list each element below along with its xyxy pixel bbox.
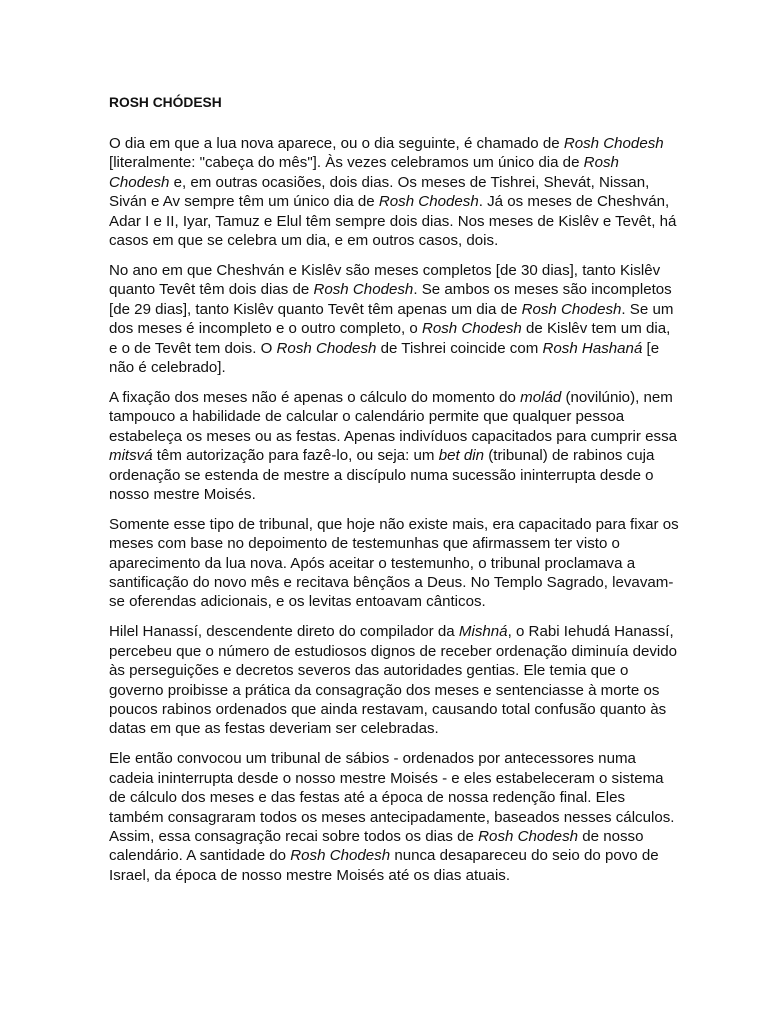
italic-term: Rosh Chodesh [109, 154, 619, 191]
text-run: de Tishrei coincide com [376, 339, 543, 357]
text-run: de Kislêv tem um dia, e o de Tevêt tem dois. O [109, 320, 671, 357]
text-run: No ano em que Cheshván e Kislêv são meses completos [de 30 dias], tanto Kislêv quanto Tevêt têm dois dias de [109, 261, 661, 299]
italic-term: Rosh Chodesh [313, 281, 414, 299]
italic-term: Rosh Chodesh [563, 135, 664, 152]
italic-term: Rosh Chodesh [478, 827, 579, 845]
text-run: . Se ambos os meses são incompletos [de 29 dias], tanto Kislêv quanto Tevêt têm apenas um dia de [109, 281, 672, 318]
text-run: nunca desapareceu do seio do povo de Israel, da época de nosso mestre Moisés até os dias atuais. [109, 847, 659, 884]
italic-term: molád [520, 388, 562, 406]
italic-term: Mishná [458, 623, 508, 641]
text-run: Hilel Hanassí, descendente direto do compilador da [109, 623, 459, 641]
paragraph-1 [109, 134, 681, 250]
paragraph-6 [109, 749, 681, 885]
italic-term: bet din [438, 447, 485, 465]
text-run: e, em outras ocasiões, dois dias. Os meses de Tishrei, Shevát, Nissan, Siván e Av sempre têm um único dia de [109, 173, 650, 211]
italic-term: Rosh Chodesh [521, 300, 622, 318]
text-run: têm autorização para fazê-lo, ou seja: um [152, 447, 439, 465]
text-run: , o Rabi Iehudá Hanassí, percebeu que o número de estudiosos dignos de receber ordenação diminuía devido às perseguições e decretos severos das autoridades gentias. Ele temia que o governo proibisse a prática da consagração dos meses e sentenciasse à morte os poucos rabinos ordenados que ainda restavam, causando total confusão quanto às datas em que as festas deveriam ser celebradas. [109, 623, 678, 738]
text-run: . Já os meses de Cheshván, Adar I e II, Iyar, Tamuz e Elul têm sempre dois dias. Nos meses de Kislêv e Tevêt, há casos em que se celebra um dia, e em outros casos, dois. [109, 193, 677, 250]
document-page [109, 94, 681, 896]
text-run: Ele então convocou um tribunal de sábios - ordenados por antecessores numa cadeia ininterrupta desde o nosso mestre Moisés - e eles estabeleceram o sistema de cálculo dos meses e das festas até a época de nossa redenção final. Eles também consagraram todos os meses antecipadamente, baseados nesses cálculos. Assim, essa consagração recai sobre todos os dias de [109, 750, 675, 845]
text-run: [literalmente: "cabeça do mês"]. Às vezes celebramos um único dia de [109, 154, 584, 172]
paragraph-5 [109, 622, 681, 738]
text-run: (tribunal) de rabinos cuja ordenação se estenda de mestre a discípulo numa sucessão ininterrupta desde o nosso mestre Moisés. [109, 447, 655, 503]
text-run: (novilúnio), nem tampouco a habilidade de calcular o calendário permite que qualquer pessoa estabeleça os meses ou as festas. Apenas indivíduos capacitados para cumprir essa [109, 388, 678, 445]
document-title: ROSH CHÓDESH [109, 95, 222, 110]
paragraph-3 [109, 388, 681, 504]
text-run: . Se um dos meses é incompleto e o outro completo, o [109, 300, 674, 338]
text-run: de nosso calendário. A santidade do [109, 827, 644, 865]
text-run: [e não é celebrado]. [109, 339, 660, 376]
paragraph-4 [109, 515, 681, 612]
italic-term: Rosh Chodesh [421, 320, 522, 338]
paragraph-2 [109, 261, 681, 377]
text-run: O dia em que a lua nova aparece, ou o dia seguinte, é chamado de [109, 135, 564, 152]
italic-term: Rosh Chodesh [290, 847, 391, 865]
italic-term: Rosh Chodesh [378, 193, 479, 211]
italic-term: Rosh Chodesh [276, 339, 377, 357]
text-run: Somente esse tipo de tribunal, que hoje não existe mais, era capacitado para fixar os meses com base no depoimento de testemunhas que afirmassem ter visto o aparecimento da lua nova. Após aceitar o testemunho, o tribunal proclamava a santificação do novo mês e recitava bênçãos a Deus. No Templo Sagrado, levavam-se oferendas adicionais, e os levitas entoavam cânticos. [109, 515, 679, 611]
italic-term: Rosh Hashaná [542, 339, 643, 357]
text-run: A fixação dos meses não é apenas o cálculo do momento do [109, 388, 521, 406]
italic-term: mitsvá [109, 447, 153, 465]
